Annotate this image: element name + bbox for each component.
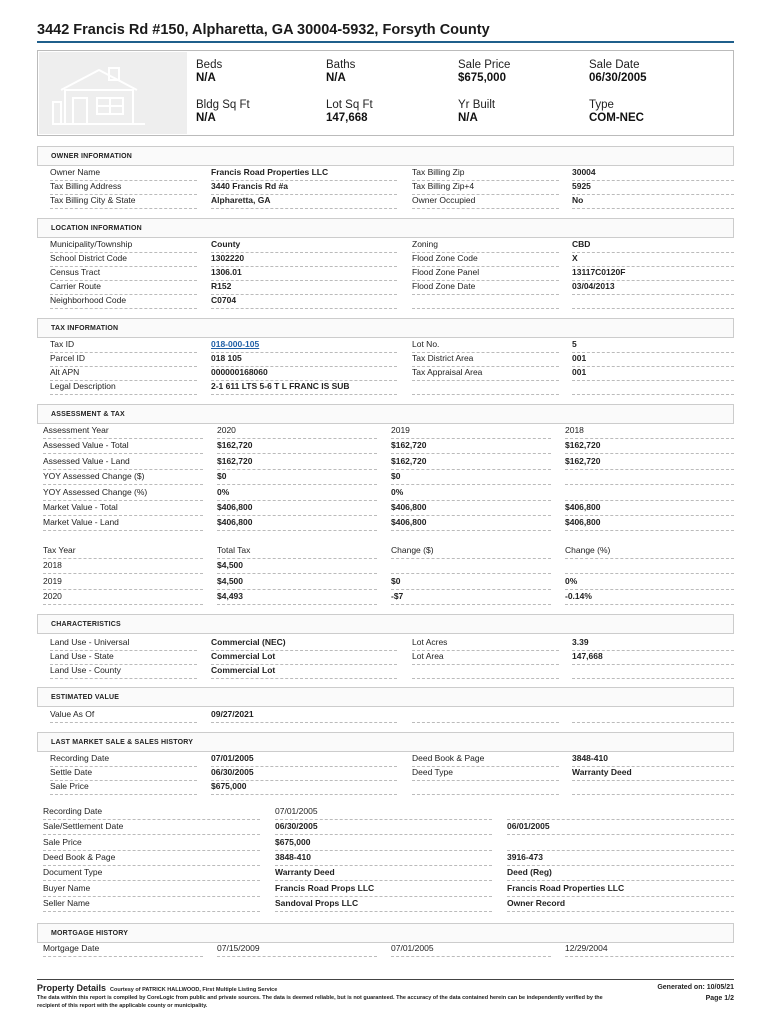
tax-year-row-cell-2: -$7	[391, 591, 551, 605]
location-info-row-cell-3: X	[572, 253, 734, 267]
tax-year-row-cell-3	[565, 560, 734, 574]
characteristics-row-cell-2: Lot Area	[412, 651, 559, 665]
mortgage-row	[0, 943, 770, 957]
assessment-row-cell-2: $406,800	[391, 502, 551, 516]
sales-history-row	[0, 821, 770, 835]
last-sale-row	[0, 753, 770, 767]
mortgage-row-cell-0: Mortgage Date	[43, 943, 203, 957]
sales-history-row-cell-2: Francis Road Properties LLC	[507, 883, 734, 897]
summary-bldg-sqft: Bldg Sq Ft N/A	[196, 99, 250, 124]
estimated-value-row-cell-3	[572, 709, 734, 723]
last-sale-header	[37, 732, 734, 752]
assessment-row-cell-0: Market Value - Land	[43, 517, 203, 531]
sales-history-row-cell-2	[507, 837, 734, 851]
tax-year-row	[0, 560, 770, 574]
assessment-row-cell-0: Assessed Value - Total	[43, 440, 203, 454]
location-info-row-cell-0: Census Tract	[50, 267, 197, 281]
tax-year-row-cell-1: Total Tax	[217, 545, 377, 559]
sales-history-row	[0, 806, 770, 820]
tax-year-row	[0, 576, 770, 590]
characteristics-row-cell-0: Land Use - State	[50, 651, 197, 665]
location-info-row-cell-1: County	[211, 239, 397, 253]
sales-history-row-cell-2	[507, 806, 734, 820]
sales-history-row-cell-1: Francis Road Props LLC	[275, 883, 492, 897]
tax-info-row-cell-0: Tax ID	[50, 339, 197, 353]
tax-year-row-cell-2: $0	[391, 576, 551, 590]
sales-history-row	[0, 898, 770, 912]
sales-history-row-cell-1: $675,000	[275, 837, 492, 851]
sales-history-row-cell-0: Sale Price	[43, 837, 260, 851]
owner-info-row	[0, 195, 770, 209]
assessment-row-cell-1: $406,800	[217, 502, 377, 516]
tax-info-row	[0, 367, 770, 381]
assessment-row-cell-3	[565, 487, 734, 501]
estimated-value-row-cell-2	[412, 709, 559, 723]
owner-info-header-label: OWNER INFORMATION	[51, 153, 133, 160]
owner-info-header	[37, 146, 734, 166]
assessment-row-cell-1: 0%	[217, 487, 377, 501]
tax-info-row-cell-2: Lot No.	[412, 339, 559, 353]
owner-info-row-cell-3: 5925	[572, 181, 734, 195]
location-info-row-cell-2: Flood Zone Code	[412, 253, 559, 267]
owner-info-row	[0, 167, 770, 181]
location-info-row-cell-1: 1306.01	[211, 267, 397, 281]
assessment-row-cell-0: YOY Assessed Change (%)	[43, 487, 203, 501]
location-info-row-cell-1: C0704	[211, 295, 397, 309]
tax-info-row-cell-2: Tax District Area	[412, 353, 559, 367]
assessment-row-cell-2: $406,800	[391, 517, 551, 531]
sales-history-row-cell-1: Warranty Deed	[275, 867, 492, 881]
location-info-row-cell-0: Municipality/Township	[50, 239, 197, 253]
assessment-row-cell-1: $406,800	[217, 517, 377, 531]
assessment-row-cell-0: YOY Assessed Change ($)	[43, 471, 203, 485]
assessment-row-cell-2: 2019	[391, 425, 551, 439]
characteristics-row-cell-0: Land Use - Universal	[50, 637, 197, 651]
assessment-header	[37, 404, 734, 424]
assessment-row-cell-2: $0	[391, 471, 551, 485]
assessment-row-cell-3: $406,800	[565, 502, 734, 516]
sales-history-row-cell-0: Document Type	[43, 867, 260, 881]
tax-year-row	[0, 545, 770, 559]
location-info-row-cell-3: 13117C0120F	[572, 267, 734, 281]
characteristics-header	[37, 614, 734, 634]
owner-info-row-cell-0: Owner Name	[50, 167, 197, 181]
assessment-row-cell-3: $406,800	[565, 517, 734, 531]
tax-info-row-cell-3	[572, 381, 734, 395]
mortgage-row-cell-2: 07/01/2005	[391, 943, 551, 957]
tax-info-row-cell-1: 2-1 611 LTS 5-6 T L FRANC IS SUB	[211, 381, 397, 395]
location-info-header	[37, 218, 734, 238]
location-info-row-cell-3: CBD	[572, 239, 734, 253]
estimated-value-row-cell-0: Value As Of	[50, 709, 197, 723]
sales-history-row-cell-0: Recording Date	[43, 806, 260, 820]
mortgage-row-cell-3: 12/29/2004	[565, 943, 734, 957]
tax-info-row-cell-1[interactable]: 018-000-105	[211, 339, 397, 353]
location-info-row	[0, 253, 770, 267]
tax-year-row-cell-3: -0.14%	[565, 591, 734, 605]
sales-history-row-cell-0: Buyer Name	[43, 883, 260, 897]
sales-history-row-cell-2: 06/01/2005	[507, 821, 734, 835]
location-info-row-cell-2	[412, 295, 559, 309]
sales-history-row-cell-0: Seller Name	[43, 898, 260, 912]
assessment-row-cell-2: $162,720	[391, 440, 551, 454]
characteristics-row-cell-3: 3.39	[572, 637, 734, 651]
tax-year-row-cell-0: 2018	[43, 560, 203, 574]
assessment-row	[0, 517, 770, 531]
estimated-value-header-label: ESTIMATED VALUE	[51, 694, 120, 701]
characteristics-row-cell-3: 147,668	[572, 651, 734, 665]
characteristics-row-cell-0: Land Use - County	[50, 665, 197, 679]
owner-info-row-cell-1: 3440 Francis Rd #a	[211, 181, 397, 195]
tax-year-row-cell-2	[391, 560, 551, 574]
estimated-value-row	[0, 709, 770, 723]
last-sale-row-cell-1: $675,000	[211, 781, 397, 795]
characteristics-row	[0, 665, 770, 679]
sales-history-row	[0, 852, 770, 866]
mortgage-row-cell-1: 07/15/2009	[217, 943, 377, 957]
owner-info-row-cell-1: Francis Road Properties LLC	[211, 167, 397, 181]
owner-info-row-cell-2: Tax Billing Zip	[412, 167, 559, 181]
summary-type: Type COM-NEC	[589, 99, 644, 124]
assessment-row-cell-1: $0	[217, 471, 377, 485]
mortgage-header-label: MORTGAGE HISTORY	[51, 930, 129, 937]
sales-history-row-cell-0: Sale/Settlement Date	[43, 821, 260, 835]
location-info-row-cell-3: 03/04/2013	[572, 281, 734, 295]
last-sale-header-label: LAST MARKET SALE & SALES HISTORY	[51, 739, 194, 746]
tax-info-header	[37, 318, 734, 338]
assessment-row-cell-0: Market Value - Total	[43, 502, 203, 516]
sales-history-row-cell-1: 07/01/2005	[275, 806, 492, 820]
tax-info-row-cell-2	[412, 381, 559, 395]
characteristics-row-cell-1: Commercial Lot	[211, 651, 397, 665]
sales-history-row	[0, 867, 770, 881]
last-sale-row-cell-0: Settle Date	[50, 767, 197, 781]
tax-year-row-cell-3: Change (%)	[565, 545, 734, 559]
estimated-value-header	[37, 687, 734, 707]
assessment-row-cell-1: $162,720	[217, 456, 377, 470]
location-info-row	[0, 267, 770, 281]
owner-info-row-cell-0: Tax Billing Address	[50, 181, 197, 195]
summary-lot-sqft: Lot Sq Ft 147,668	[326, 99, 373, 124]
estimated-value-row-cell-1: 09/27/2021	[211, 709, 397, 723]
sales-history-row-cell-2: 3916-473	[507, 852, 734, 866]
characteristics-row-cell-1: Commercial (NEC)	[211, 637, 397, 651]
last-sale-row-cell-2: Deed Book & Page	[412, 753, 559, 767]
tax-info-row-cell-0: Alt APN	[50, 367, 197, 381]
location-info-row-cell-2: Flood Zone Date	[412, 281, 559, 295]
summary-panel	[37, 50, 734, 136]
assessment-row-cell-2: $162,720	[391, 456, 551, 470]
tax-year-row-cell-0: 2019	[43, 576, 203, 590]
footer-page-number: Page 1/2	[705, 995, 734, 1002]
sales-history-row	[0, 883, 770, 897]
characteristics-row-cell-1: Commercial Lot	[211, 665, 397, 679]
assessment-row	[0, 440, 770, 454]
last-sale-row-cell-1: 07/01/2005	[211, 753, 397, 767]
tax-year-row-cell-0: Tax Year	[43, 545, 203, 559]
location-info-row-cell-1: R152	[211, 281, 397, 295]
assessment-row-cell-0: Assessed Value - Land	[43, 456, 203, 470]
sales-history-row-cell-2: Deed (Reg)	[507, 867, 734, 881]
assessment-row-cell-3	[565, 471, 734, 485]
tax-info-row-cell-0: Legal Description	[50, 381, 197, 395]
sales-history-row-cell-1: Sandoval Props LLC	[275, 898, 492, 912]
sales-history-row	[0, 837, 770, 851]
sales-history-row-cell-1: 3848-410	[275, 852, 492, 866]
mortgage-header	[37, 923, 734, 943]
tax-info-row-cell-0: Parcel ID	[50, 353, 197, 367]
assessment-row-cell-3: $162,720	[565, 440, 734, 454]
location-info-row	[0, 239, 770, 253]
last-sale-row	[0, 767, 770, 781]
characteristics-row-cell-3	[572, 665, 734, 679]
tax-year-row-cell-2: Change ($)	[391, 545, 551, 559]
house-icon	[39, 52, 187, 134]
tax-year-row-cell-1: $4,493	[217, 591, 377, 605]
last-sale-row-cell-3: Warranty Deed	[572, 767, 734, 781]
tax-info-row-cell-3: 5	[572, 339, 734, 353]
assessment-header-label: ASSESSMENT & TAX	[51, 411, 125, 418]
assessment-row-cell-2: 0%	[391, 487, 551, 501]
page-title: 3442 Francis Rd #150, Alpharetta, GA 30004-5932, Forsyth County	[37, 22, 490, 38]
location-info-row-cell-1: 1302220	[211, 253, 397, 267]
summary-yr-built: Yr Built N/A	[458, 99, 496, 124]
tax-info-row-cell-3: 001	[572, 367, 734, 381]
tax-year-row-cell-0: 2020	[43, 591, 203, 605]
tax-info-header-label: TAX INFORMATION	[51, 325, 119, 332]
characteristics-row	[0, 637, 770, 651]
tax-info-row-cell-2: Tax Appraisal Area	[412, 367, 559, 381]
tax-info-row	[0, 353, 770, 367]
last-sale-row-cell-2	[412, 781, 559, 795]
summary-beds: Beds N/A	[196, 59, 223, 84]
footer-credit: Courtesy of PATRICK HALLWOOD, First Multiple Listing Service	[110, 987, 278, 993]
tax-year-row-cell-1: $4,500	[217, 560, 377, 574]
assessment-row	[0, 502, 770, 516]
footer-generated: Generated on: 10/05/21	[657, 984, 734, 991]
owner-info-row-cell-3: 30004	[572, 167, 734, 181]
location-info-row-cell-0: School District Code	[50, 253, 197, 267]
assessment-row	[0, 471, 770, 485]
last-sale-row-cell-3	[572, 781, 734, 795]
last-sale-row-cell-1: 06/30/2005	[211, 767, 397, 781]
owner-info-row-cell-2: Owner Occupied	[412, 195, 559, 209]
last-sale-row-cell-0: Recording Date	[50, 753, 197, 767]
assessment-row	[0, 456, 770, 470]
location-info-header-label: LOCATION INFORMATION	[51, 225, 142, 232]
footer-title: Property Details Courtesy of PATRICK HALLWOOD, First Multiple Listing Service	[37, 983, 278, 993]
summary-sale-date: Sale Date 06/30/2005	[589, 59, 647, 84]
summary-sale-price: Sale Price $675,000	[458, 59, 511, 84]
property-photo-placeholder	[39, 52, 187, 134]
location-info-row-cell-2: Flood Zone Panel	[412, 267, 559, 281]
owner-info-row-cell-3: No	[572, 195, 734, 209]
owner-info-row-cell-1: Alpharetta, GA	[211, 195, 397, 209]
assessment-row	[0, 425, 770, 439]
footer-divider	[37, 979, 734, 980]
assessment-row-cell-1: $162,720	[217, 440, 377, 454]
sales-history-row-cell-0: Deed Book & Page	[43, 852, 260, 866]
tax-info-row-cell-1: 000000168060	[211, 367, 397, 381]
location-info-row-cell-3	[572, 295, 734, 309]
owner-info-row-cell-2: Tax Billing Zip+4	[412, 181, 559, 195]
tax-info-row-cell-3: 001	[572, 353, 734, 367]
assessment-row-cell-1: 2020	[217, 425, 377, 439]
characteristics-row-cell-2	[412, 665, 559, 679]
title-divider	[37, 41, 734, 43]
assessment-row-cell-3: $162,720	[565, 456, 734, 470]
footer-disclaimer: The data within this report is compiled by CoreLogic from public and private sources. The data is deemed reliable, but is not guaranteed. The accuracy of the data contained herein can be independently verified by the recipient of this report with the applicable county or municipality.	[37, 995, 603, 1009]
location-info-row-cell-0: Carrier Route	[50, 281, 197, 295]
tax-year-row	[0, 591, 770, 605]
owner-info-row-cell-0: Tax Billing City & State	[50, 195, 197, 209]
assessment-row-cell-3: 2018	[565, 425, 734, 439]
tax-info-row	[0, 339, 770, 353]
tax-info-row-cell-1: 018 105	[211, 353, 397, 367]
owner-info-row	[0, 181, 770, 195]
location-info-row	[0, 281, 770, 295]
characteristics-row-cell-2: Lot Acres	[412, 637, 559, 651]
tax-info-row	[0, 381, 770, 395]
tax-year-row-cell-1: $4,500	[217, 576, 377, 590]
location-info-row	[0, 295, 770, 309]
sales-history-row-cell-1: 06/30/2005	[275, 821, 492, 835]
summary-baths: Baths N/A	[326, 59, 356, 84]
assessment-row	[0, 487, 770, 501]
location-info-row-cell-0: Neighborhood Code	[50, 295, 197, 309]
last-sale-row	[0, 781, 770, 795]
characteristics-header-label: CHARACTERISTICS	[51, 621, 121, 628]
last-sale-row-cell-0: Sale Price	[50, 781, 197, 795]
tax-year-row-cell-3: 0%	[565, 576, 734, 590]
characteristics-row	[0, 651, 770, 665]
last-sale-row-cell-2: Deed Type	[412, 767, 559, 781]
last-sale-row-cell-3: 3848-410	[572, 753, 734, 767]
location-info-row-cell-2: Zoning	[412, 239, 559, 253]
assessment-row-cell-0: Assessment Year	[43, 425, 203, 439]
sales-history-row-cell-2: Owner Record	[507, 898, 734, 912]
